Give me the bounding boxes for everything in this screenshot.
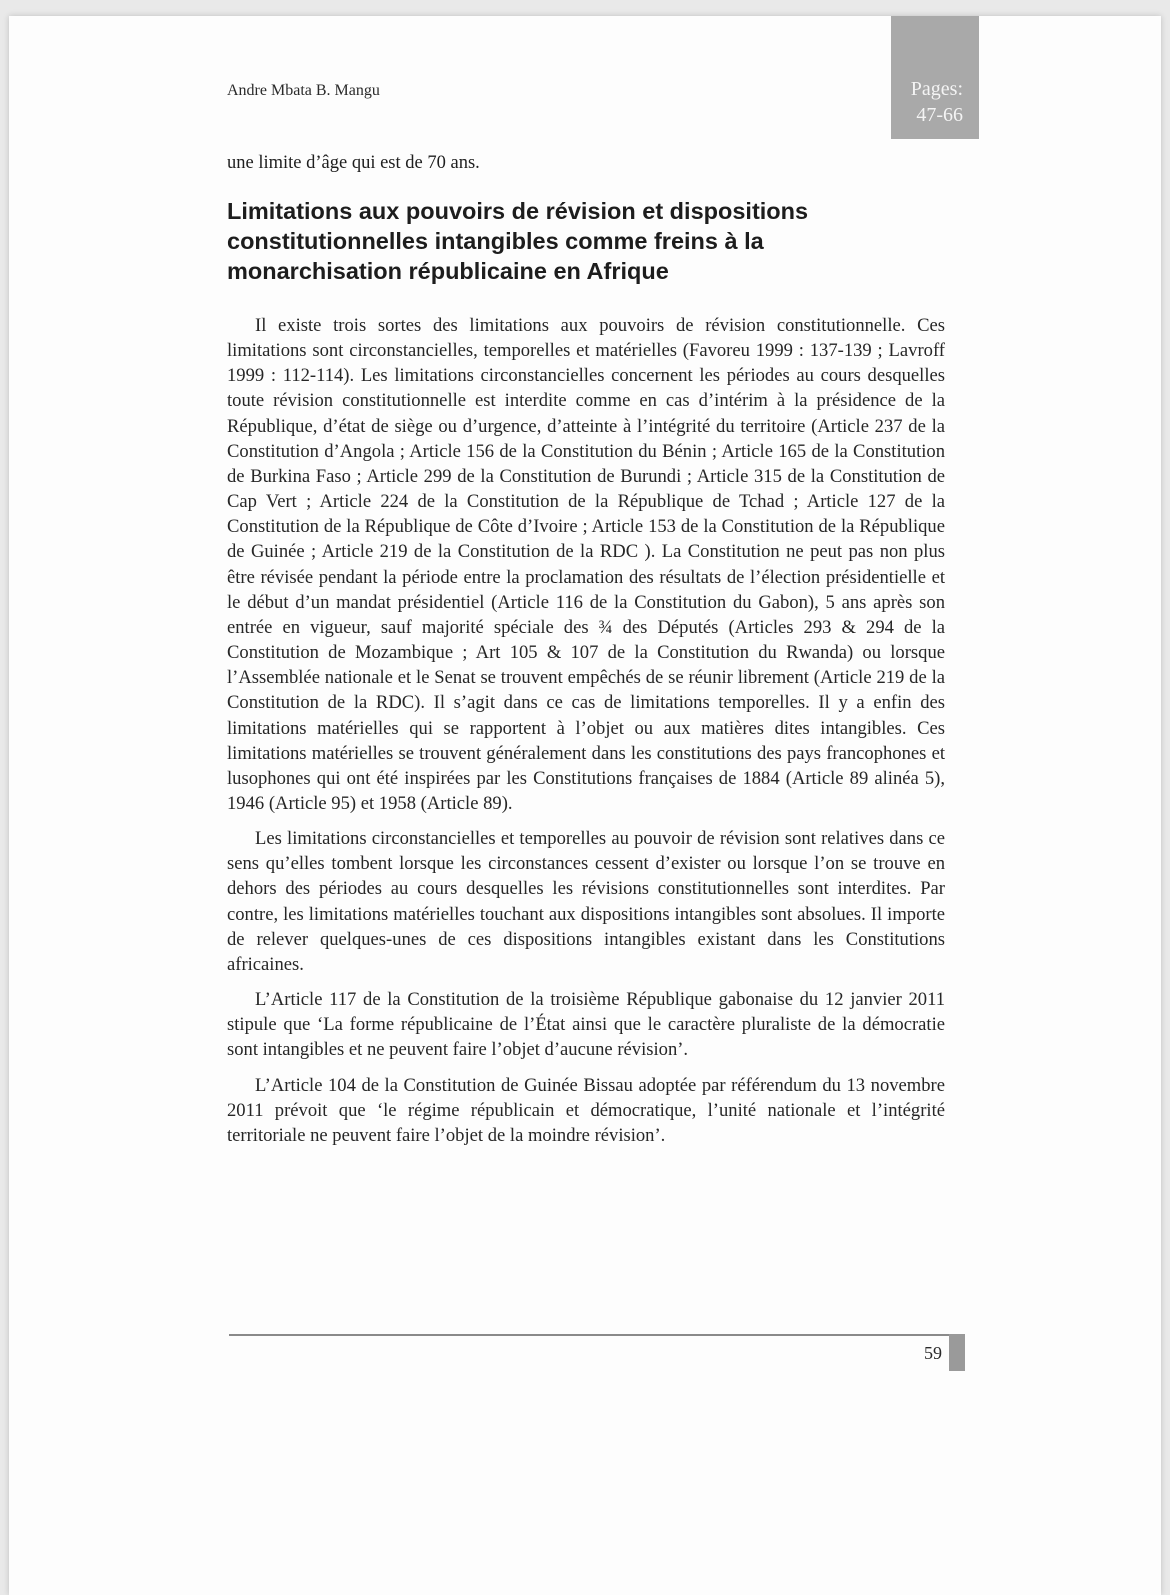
paragraph: Les limitations circonstancielles et temporelles au pouvoir de révision sont relatives dans ce sens qu’elles tombent lorsque les circonstances cessent d’exister ou lorsque l’on se trouve en dehors des périodes au cours desquelles les révisions constitutionnelles sont interdites. Par contre, les limitations matérielles touchant aux dispositions intangibles sont absolues. Il importe de relever quelques-unes de ces dispositions intangibles existant dans les Constitutions africaines. — [227, 828, 945, 975]
paragraph: L’Article 117 de la Constitution de la troisième République gabonaise du 12 janvier 2011 stipule que ‘La forme républicaine de l’État ainsi que le caractère pluraliste de la démocratie sont intangibles et ne peuvent faire l’objet d’aucune révision’. — [227, 989, 945, 1061]
pages-label: Pages: — [910, 78, 963, 100]
document-page — [9, 16, 1161, 1595]
running-header-author: Andre Mbata B. Mangu — [227, 82, 380, 99]
body-text — [227, 313, 945, 1158]
paragraph: Il existe trois sortes des limitations aux pouvoirs de révision constitutionnelle. Ces limitations sont circonstancielles, temporelles et matérielles (Favoreu 1999 : 137-139 ; Lavroff 1999 : 112-114). Les limitations circonstancielles concernent les périodes au cours desquelles toute révision constitutionnelle est interdite comme en cas d’intérim à la présidence de la République, d’état de siège ou d’urgence, d’atteinte à l’intégrité du territoire (Article 237 de la Constitution d’Angola ; Article 156 de la Constitution du Bénin ; Article 165 de la Constitution de Burkina Faso ; Article 299 de la Constitution de Burundi ; Article 315 de la Constitution de Cap Vert ; Article 224 de la Constitution de la République de Tchad ; Article 127 de la Constitution de la République de Côte d’Ivoire ; Article 153 de la Constitution de la République de Guinée ; Article 219 de la Constitution de la RDC ). La Constitution ne peut pas non plus être révisée pendant la période entre la proclamation des résultats de l’élection présidentielle et le début d’un mandat présidentiel (Article 116 de la Constitution du Gabon), 5 ans après son entrée en vigueur, sauf majorité spéciale des ¾ des Députés (Articles 293 & 294 de la Constitution de Mozambique ; Art 105 & 107 de la Constitution du Rwanda) ou lorsque l’Assemblée nationale et le Senat se trouvent empêchés de se réunir librement (Article 219 de la Constitution de la RDC). Il s’agit dans ce cas de limitations temporelles. Il y a enfin des limitations matérielles qui se rapportent à l’objet ou aux matières dites intangibles. Ces limitations matérielles se trouvent généralement dans les constitutions des pays francophones et lusophones qui ont été inspirées par les Constitutions françaises de 1884 (Article 89 alinéa 5), 1946 (Article 95) et 1958 (Article 89). — [227, 315, 945, 814]
continuation-line: une limite d’âge qui est de 70 ans. — [227, 153, 480, 173]
paragraph: L’Article 104 de la Constitution de Guinée Bissau adoptée par référendum du 13 novembre 2011 prévoit que ‘le régime républicain et démocratique, l’unité nationale et l’intégrité territoriale ne peuvent faire l’objet de la moindre révision’. — [227, 1074, 945, 1146]
section-heading: Limitations aux pouvoirs de révision et dispositions constitutionnelles intangibles comme freins à la monarchisation républicaine en Afrique — [227, 198, 809, 284]
pages-range-tab — [891, 16, 979, 139]
pages-range: 47-66 — [916, 104, 963, 126]
page-number: 59 — [924, 1343, 942, 1363]
footer-divider — [229, 1334, 950, 1336]
footer-page-marker — [949, 1334, 965, 1371]
